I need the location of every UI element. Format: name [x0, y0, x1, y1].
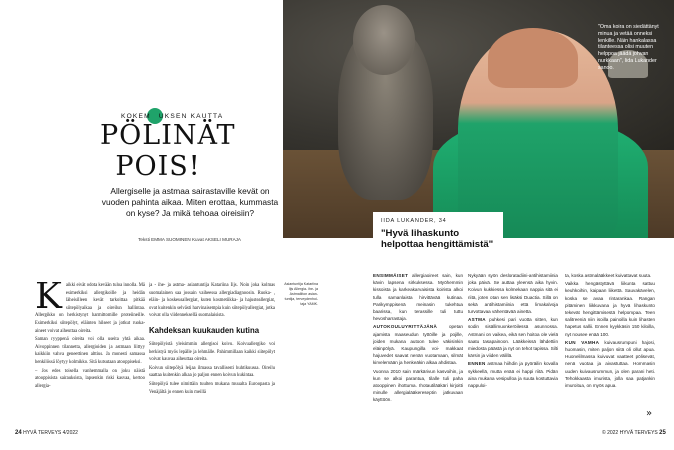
body-column-3	[373, 272, 463, 412]
paragraph-text: allergiaoireet sain, kun kävin lapsena sirkuksessa. Myöhemmin kissoista ja karkeakarvaisista koirista alkoi tulla samanlaista hirvittävää kutinaa. Parikymppisenä meinasin tukehtua baarissa, kun terassille tuli tuttu hevosharrastaja.	[373, 273, 463, 322]
paragraph: Vuonna 2010 sain märkärivun kasvoihin, ja kun se alkoi parantua, tilalle tuli paha atooppinen ihottuma. Ihotautilääkäri kirjoitti minulle allergialääkereseptin jatkuvaan käyttöön.	[373, 368, 463, 403]
body-column-2	[149, 282, 275, 418]
paragraph: Nykyään syön desloratadiini-antihistamiinia joka päivä. Se auttaa yleensä aika hyvin. Koivun kukkiessa kolmekaan nappia sitä ei riitä, joten otan sen lisäksi Duactia. Sillä on sekä antihistamiinia että limakalvoja turvottavaa vähentävää ainetta.	[468, 273, 558, 315]
subheading: Kahdeksan kuukauden kutina	[149, 325, 260, 335]
paragraph: aikki eivät odota kevään tuloa innolla. Mä esimerkiksi allergikoille ja heidän läheisilleen kevät tarkoittaa pitkää siitepölyaikaa ja oireilun hallintaa. Allergikko on herkistynyt harmittomille proteiineille. Esimerkiksi siitepölyt, eläinten hilseet ja jotkut ruoka-aineet voivat aiheuttaa oireita.	[35, 283, 145, 334]
paragraph: Siitepölyä tulee nimittäin tuulten mukana muualta Euroopasta ja Venäjältä jo ennen kuin meillä	[149, 381, 275, 395]
article-lead: Allergiselle ja astmaa sairastaville kevät on vuoden pahinta aikaa. Miten erottaa, kummasta on kyse? Ja mikä tehoaa oireisiin?	[101, 186, 279, 218]
photo-hair	[488, 28, 578, 88]
paragraph	[373, 323, 463, 366]
continue-arrow-icon: »	[646, 408, 653, 419]
paragraph	[468, 316, 558, 359]
paragraph	[468, 360, 558, 389]
dropcap: K	[35, 282, 62, 317]
paragraph: Siitepölyistä yleisimmin allergisoi koivu. Koivuallergiko voi herkistyä myös lepälle ja lehmälle. Pahimmillaan kaikki siitepölyt voivat kauvaa aiheuttaa oireita.	[149, 341, 275, 363]
kicker-part2: UKSEN KAUTTA	[158, 112, 224, 120]
quote-box	[373, 212, 503, 260]
quote-name: IIDA LUKANDER, 34	[381, 218, 447, 224]
body-column-5	[565, 272, 655, 412]
body-column-4	[468, 272, 558, 412]
paragraph-text: puhkesi pari vuotta sitten, kun sodin sisällimuxnkeröilessä asunnossa. Astmani on vaikea, eikä sen hoitoa ole vielä saatu tasapainoon. Lääkkeissä lähdettiin miedosta päästä ja nyt on tehot tapissa. Silti kärsin ja viiden välillä.	[468, 317, 558, 359]
paragraph: – Jos edes toisella vanhemmalla on joku näistä atooppisista sairauksista, lapsenkin riski kasvaa, kertoo allergia-	[35, 368, 145, 389]
lead-in: KUN VAMHA	[565, 339, 600, 345]
lead-in: ASTMA	[468, 317, 486, 323]
lead-in: ENNEN	[468, 361, 486, 367]
folio-right-text: © 2022 HYVÄ TERVEYS	[602, 430, 658, 436]
body-column-1	[35, 282, 145, 402]
photo-dog-head	[353, 5, 415, 75]
paragraph	[373, 272, 463, 322]
paragraph	[565, 339, 655, 389]
paragraph-text: astmaa hiihdin ja pyöräilin kovalla sykkeellä, mutta enää ei happi riitä. Pidän aina mukana vesipulloa ja suuta kostuttavia nappuloi-	[468, 361, 558, 389]
paragraph: Saman ryyppenä oireita voi olla useita yhtä aikaa. Aivoppinnen tilannetta, allergioiden ja astmaan liittyy kaikkiin vahva geneettinen alttius. Ja monesti samassa henkilössä löytyy kolmikko. Sitä kutsutaan atooppiseksi.	[35, 337, 145, 365]
folio-right	[602, 430, 666, 436]
article-title: PÖLINÄT POIS!	[100, 120, 236, 182]
kicker-part1: KOKEM	[121, 112, 151, 120]
page-number-left: 24	[15, 430, 22, 436]
photo-caption: "Oma koira on siedättänyt minua ja vetää onneksi lenkille. Näin hankalassa tilanteessa olisi muuten helppoa jäädä johvan nurkkaan", Iida Lukander sanoo.	[598, 24, 659, 71]
page-number-right: 25	[659, 430, 666, 436]
lead-in: ENSIMMÄISET	[373, 273, 409, 278]
quote-text: "Hyvä lihaskunto helpottaa hengittämistä"	[381, 228, 494, 250]
paragraph: Koivun siitepölyä leijaa ilmassa tavallisesti huhtikuussa. Oireilu saattaa kuitenkin alkaa jo paljon ennen koivun kukintaa.	[149, 365, 275, 379]
paragraph: ta, koska astmalääkkeet kuivattavat suuta.	[565, 273, 652, 278]
lead-in: AUTOKOULUYRITTÄJÄNÄ	[373, 324, 438, 330]
paragraph-text: opetan ajamista maaseudun tyttöille ja pojille, joiden mukana autoon tulee väkisinkin eläinpölyä. Kaupungilla voi- makkaat hajuvedet saavat nenän vuotamaan, silmät kirvelemään ja henkeäkin alkaa ahdistaa.	[373, 324, 463, 366]
folio-left-text: HYVÄ TERVEYS 4/2022	[23, 430, 78, 436]
article-credits: Teksti EMMA SUOMINEN Kuvat AKSELI MURAJA	[138, 237, 241, 242]
paragraph: Vaikka hengästyttävä liikunta sattuu keuhkoihin, kaipaan liikettä. Sauvakävelen, koska se avaa rintarankaa. Rangan pitäminen liikkuvana ja hyvä lihaskunto tekevät hengittämisestä helpompaa. Teen salitreeniä niin isoilla painoilla kuin lihasten hapetus sallii. Ennen kyykkäsin 150 kiloilla, nyt nousee enää 100.	[565, 281, 655, 337]
paragraph: ja - ihe- ja astma- asiantuntija Katariina Iijs. Noin joka kolmas suomalainen saa jossain vaiheessa allergiadiagnoosin. Ruoka- , eläin- ja koskeusallergiat, kuten kosmetiikka- ja hajusteallergiat, ovat kuitenkin selvästi harvinaisempia kuin siitepölyallergiat, jotka voivat olla viidenneksellä suomalaisista.	[149, 283, 275, 319]
expert-caption: Asiantuntija Katariina Iijs Allergia- ihe- ja Astmaliiton asian-tuntija, terveydenhoi-taja YAMK.	[284, 282, 318, 306]
folio-left	[15, 430, 78, 436]
paragraph-text: kuivausrumpuni hajosi, huomasin, miten paljon siitä oli ollut apua. Huonelilmassa kuivuvat vaatteet pölisevät, nenä vuotaa ja aivastuttaa. Hommasin uuden kuivausrummun, ja olen parani heti. Tehokkaasta imurista, jolla saa patjankin imuroitua, on myös apua.	[565, 339, 655, 389]
